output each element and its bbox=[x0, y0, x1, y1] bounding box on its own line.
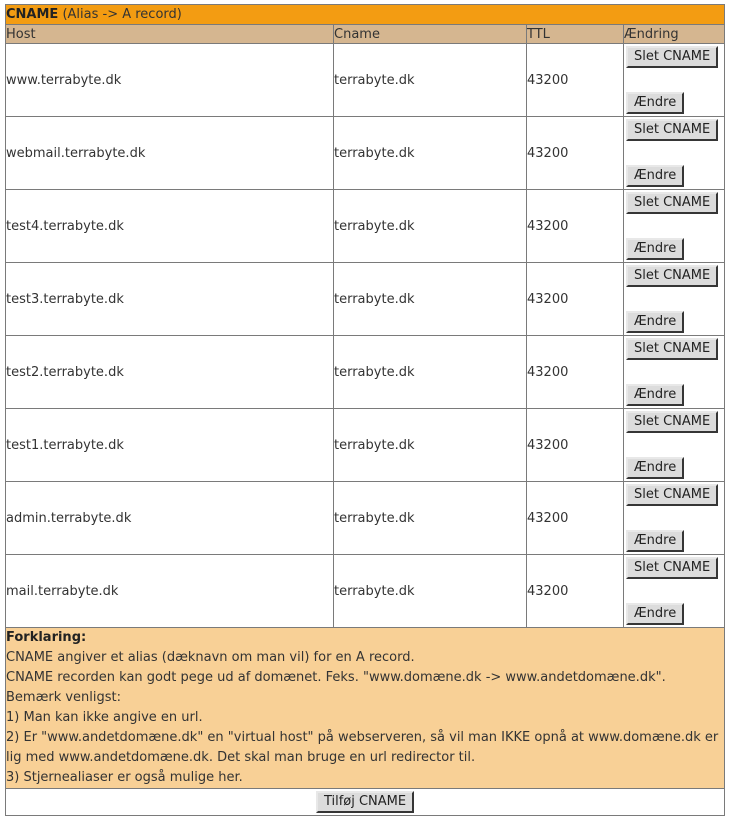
cname-panel bbox=[5, 4, 724, 816]
delete-cname-button[interactable]: Slet CNAME bbox=[626, 557, 718, 579]
table-row bbox=[6, 263, 725, 336]
host-cell: test4.terrabyte.dk bbox=[6, 190, 334, 263]
delete-cname-button[interactable]: Slet CNAME bbox=[626, 46, 718, 68]
footer-row bbox=[6, 789, 725, 816]
col-header-change: Ændring bbox=[624, 25, 725, 44]
edit-button[interactable]: Ændre bbox=[626, 165, 684, 187]
delete-cname-button[interactable]: Slet CNAME bbox=[626, 338, 718, 360]
change-cell bbox=[624, 117, 725, 190]
cname-cell: terrabyte.dk bbox=[334, 409, 527, 482]
title-bold: CNAME bbox=[6, 7, 59, 22]
table-row bbox=[6, 555, 725, 628]
change-cell bbox=[624, 482, 725, 555]
change-cell bbox=[624, 409, 725, 482]
change-cell bbox=[624, 555, 725, 628]
ttl-cell: 43200 bbox=[527, 555, 624, 628]
add-cname-button[interactable]: Tilføj CNAME bbox=[316, 791, 414, 813]
edit-button[interactable]: Ændre bbox=[626, 457, 684, 479]
cname-cell: terrabyte.dk bbox=[334, 263, 527, 336]
cname-cell: terrabyte.dk bbox=[334, 555, 527, 628]
delete-cname-button[interactable]: Slet CNAME bbox=[626, 265, 718, 287]
cname-cell: terrabyte.dk bbox=[334, 117, 527, 190]
col-header-ttl: TTL bbox=[527, 25, 624, 44]
change-cell bbox=[624, 44, 725, 117]
ttl-cell: 43200 bbox=[527, 482, 624, 555]
column-header-row bbox=[6, 25, 725, 44]
ttl-cell: 43200 bbox=[527, 263, 624, 336]
ttl-cell: 43200 bbox=[527, 190, 624, 263]
table-row bbox=[6, 482, 725, 555]
explanation-row bbox=[6, 628, 725, 789]
col-header-host: Host bbox=[6, 25, 334, 44]
edit-button[interactable]: Ændre bbox=[626, 238, 684, 260]
cname-table bbox=[5, 4, 725, 816]
col-header-cname: Cname bbox=[334, 25, 527, 44]
title-rest: (Alias -> A record) bbox=[58, 7, 182, 22]
table-row bbox=[6, 44, 725, 117]
delete-cname-button[interactable]: Slet CNAME bbox=[626, 119, 718, 141]
table-row bbox=[6, 117, 725, 190]
cname-cell: terrabyte.dk bbox=[334, 190, 527, 263]
edit-button[interactable]: Ændre bbox=[626, 92, 684, 114]
table-title bbox=[6, 5, 725, 25]
footer-cell bbox=[6, 789, 725, 816]
explanation-line: 1) Man kan ikke angive en url. bbox=[6, 710, 203, 725]
host-cell: www.terrabyte.dk bbox=[6, 44, 334, 117]
explanation-box bbox=[6, 628, 725, 789]
table-title-row bbox=[6, 5, 725, 25]
explanation-line: CNAME recorden kan godt pege ud af domænet. Feks. "www.domæne.dk -> www.andetdomæne.dk". bbox=[6, 670, 666, 685]
host-cell: webmail.terrabyte.dk bbox=[6, 117, 334, 190]
explanation-heading: Forklaring: bbox=[6, 630, 87, 645]
delete-cname-button[interactable]: Slet CNAME bbox=[626, 411, 718, 433]
edit-button[interactable]: Ændre bbox=[626, 384, 684, 406]
explanation-line: Bemærk venligst: bbox=[6, 690, 122, 705]
records-body bbox=[6, 44, 725, 628]
host-cell: test3.terrabyte.dk bbox=[6, 263, 334, 336]
edit-button[interactable]: Ændre bbox=[626, 311, 684, 333]
explanation-line: 2) Er "www.andetdomæne.dk" en "virtual host" på webserveren, så vil man IKKE opnå at www.domæne.dk er lig med www.andetdomæne.dk. Det skal man bruge en url redirector til. bbox=[6, 730, 719, 765]
change-cell bbox=[624, 336, 725, 409]
cname-cell: terrabyte.dk bbox=[334, 336, 527, 409]
cname-cell: terrabyte.dk bbox=[334, 44, 527, 117]
ttl-cell: 43200 bbox=[527, 44, 624, 117]
explanation-line: CNAME angiver et alias (dæknavn om man vil) for en A record. bbox=[6, 650, 415, 665]
table-row bbox=[6, 190, 725, 263]
edit-button[interactable]: Ændre bbox=[626, 603, 684, 625]
explanation-line: 3) Stjernealiaser er også mulige her. bbox=[6, 770, 243, 785]
ttl-cell: 43200 bbox=[527, 336, 624, 409]
change-cell bbox=[624, 190, 725, 263]
table-row bbox=[6, 409, 725, 482]
delete-cname-button[interactable]: Slet CNAME bbox=[626, 192, 718, 214]
host-cell: mail.terrabyte.dk bbox=[6, 555, 334, 628]
host-cell: admin.terrabyte.dk bbox=[6, 482, 334, 555]
edit-button[interactable]: Ændre bbox=[626, 530, 684, 552]
cname-cell: terrabyte.dk bbox=[334, 482, 527, 555]
host-cell: test1.terrabyte.dk bbox=[6, 409, 334, 482]
delete-cname-button[interactable]: Slet CNAME bbox=[626, 484, 718, 506]
ttl-cell: 43200 bbox=[527, 117, 624, 190]
table-row bbox=[6, 336, 725, 409]
change-cell bbox=[624, 263, 725, 336]
ttl-cell: 43200 bbox=[527, 409, 624, 482]
host-cell: test2.terrabyte.dk bbox=[6, 336, 334, 409]
